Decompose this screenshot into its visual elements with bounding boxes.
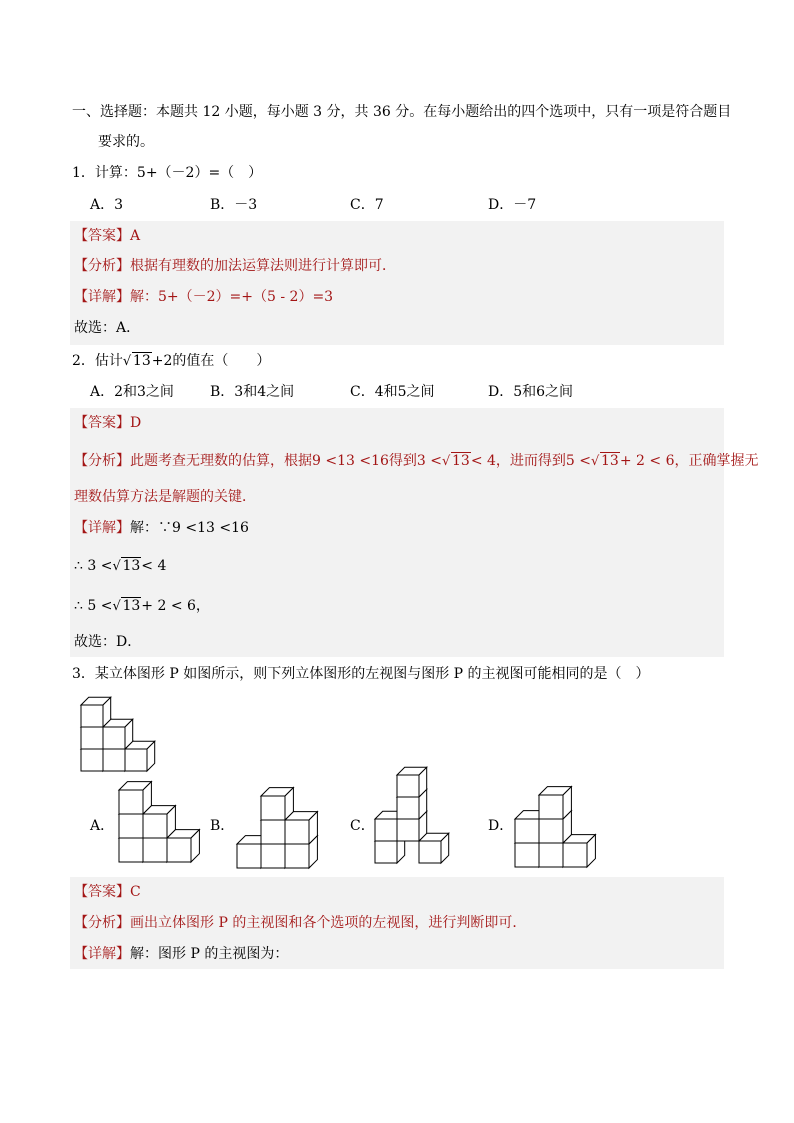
q2-option-c: C．4和5之间 <box>350 384 435 400</box>
cube-face <box>119 838 143 862</box>
q1-detail: 解：5+（－2）=+（5 - 2）=3 <box>130 289 334 305</box>
cube-face <box>261 796 285 820</box>
q2-analysis-m3-pre: 5 < <box>565 453 592 469</box>
detail-tag: 【详解】 <box>74 289 130 305</box>
q3-answer-line <box>74 882 141 902</box>
cube-face <box>261 820 285 844</box>
cube <box>81 697 111 727</box>
cube-face <box>515 819 539 843</box>
q2-analysis-m1: 9 <13 <16 <box>312 453 389 469</box>
q2-analysis-p1: 此题考查无理数的估算，根据 <box>130 453 312 469</box>
cube <box>397 767 427 797</box>
cube <box>261 788 293 820</box>
q2-analysis-m2-pre: 3 < <box>416 453 442 469</box>
cube <box>563 835 595 867</box>
cube-face <box>167 838 191 862</box>
q3-detail: 解：图形 P 的主视图为： <box>130 946 289 962</box>
q2-step1-pre: ∴ 3 < <box>74 558 113 574</box>
q1-option-b: B．－3 <box>210 197 258 213</box>
q2-analysis-m3-post: + 2 < 6 <box>619 453 675 469</box>
q2-analysis-p4: ，正确掌握无 <box>674 453 759 469</box>
cube <box>125 741 155 771</box>
q2-analysis-line1 <box>74 451 758 471</box>
detail-tag: 【详解】 <box>74 520 130 536</box>
cube-face <box>237 844 261 868</box>
q1-answer-block <box>70 221 724 345</box>
q2-option-d: D．5和6之间 <box>488 384 574 400</box>
q3-stem: 3．某立体图形 P 如图所示，则下列立体图形的左视图与图形 P 的主视图可能相同的是（ ） <box>72 666 650 682</box>
q3-option-b-figure <box>236 784 336 869</box>
cube-face <box>143 814 167 838</box>
cube <box>143 806 175 838</box>
cube-face <box>261 844 285 868</box>
cube <box>103 719 133 749</box>
q2-step1-post: < 4 <box>141 558 167 574</box>
q1-answer: A <box>130 228 141 244</box>
cube-face <box>539 795 563 819</box>
q2-detail-pre: 解：∵ <box>130 520 172 536</box>
radicand: 13 <box>452 453 470 469</box>
cube-face <box>397 819 419 841</box>
q3-option-d-figure <box>514 788 614 868</box>
q2-stem-pre: 2．估计 <box>72 353 123 369</box>
q3-option-b-label: B． <box>210 818 235 834</box>
section-heading-line2: 要求的。 <box>98 134 154 150</box>
q3-option-d-label: D． <box>488 818 514 834</box>
detail-tag: 【详解】 <box>74 946 130 962</box>
section-heading-line1: 一、选择题：本题共 12 小题，每小题 3 分，共 36 分。在每小题给出的四个选项中，只有一项是符合题目 <box>72 104 732 120</box>
q3-option-a-label: A． <box>90 818 115 834</box>
q1-analysis: 根据有理数的加法运算法则进行计算即可． <box>130 258 396 274</box>
q3-answer: C <box>130 884 141 900</box>
q2-analysis-line2: 理数估算方法是解题的关键． <box>74 489 256 505</box>
sqrt-13: √ 13 <box>112 558 141 574</box>
radicand: 13 <box>122 598 141 614</box>
q1-analysis-line <box>74 256 396 276</box>
answer-tag: 【答案】 <box>74 884 130 900</box>
q1-detail-line <box>74 287 333 307</box>
analysis-tag: 【分析】 <box>74 453 130 469</box>
cube-face <box>397 775 419 797</box>
cube <box>539 787 571 819</box>
q2-option-b: B．3和4之间 <box>210 384 295 400</box>
q2-stem-post: +2的值在（ ） <box>151 353 271 369</box>
radicand: 13 <box>122 558 141 574</box>
q2-step2-pre: ∴ 5 < <box>74 598 113 614</box>
q2-step2-post: + 2 < 6， <box>141 598 210 614</box>
q3-detail-line <box>74 944 288 964</box>
cube-face <box>397 797 419 819</box>
sqrt-13: √ 13 <box>442 453 470 469</box>
q1-choose: 故选：A． <box>74 320 141 336</box>
cube <box>119 782 151 814</box>
cube <box>285 812 317 844</box>
radicand: 13 <box>601 453 619 469</box>
q2-step1 <box>74 556 166 576</box>
radicand: 13 <box>132 353 151 369</box>
q2-stem <box>72 351 270 371</box>
cube-face <box>119 790 143 814</box>
q2-step2 <box>74 596 210 616</box>
q2-detail-line <box>74 518 249 538</box>
q2-option-a: A．2和3之间 <box>90 384 174 400</box>
cube-face <box>285 820 309 844</box>
cube-face <box>563 843 587 867</box>
answer-tag: 【答案】 <box>74 415 130 431</box>
cube <box>419 833 449 863</box>
q2-analysis-m2-post: < 4 <box>470 453 496 469</box>
cube-face <box>539 843 563 867</box>
cube-face <box>103 749 125 771</box>
q3-analysis-line <box>74 913 526 933</box>
cube-face <box>81 749 103 771</box>
sqrt-13: √ 13 <box>122 353 151 369</box>
figure-p <box>80 692 170 772</box>
q3-analysis: 画出立体图形 P 的主视图和各个选项的左视图，进行判断即可． <box>130 915 527 931</box>
q3-option-c-label: C． <box>350 818 375 834</box>
cube-face <box>375 819 397 841</box>
q1-stem: 1．计算：5+（－2）=（ ） <box>72 165 263 181</box>
cube-face <box>125 749 147 771</box>
cube-face <box>419 841 441 863</box>
q3-option-c-figure <box>374 784 464 864</box>
q2-detail-m: 9 <13 <16 <box>172 520 249 536</box>
q2-answer-line <box>74 413 141 433</box>
cube-face <box>143 838 167 862</box>
cube-face <box>539 819 563 843</box>
q2-analysis-p3: ，进而得到 <box>495 453 566 469</box>
answer-tag: 【答案】 <box>74 228 130 244</box>
cube <box>167 830 199 862</box>
q2-choose: 故选：D． <box>74 634 142 650</box>
cube-face <box>103 727 125 749</box>
sqrt-13: √ 13 <box>591 453 619 469</box>
q1-option-c: C．7 <box>350 197 384 213</box>
q2-analysis-p2: 得到 <box>388 453 417 469</box>
q1-option-a: A．3 <box>90 197 124 213</box>
sqrt-13: √ 13 <box>112 598 141 614</box>
cube-face <box>119 814 143 838</box>
cube-face <box>375 841 397 863</box>
cube-face <box>515 843 539 867</box>
analysis-tag: 【分析】 <box>74 258 130 274</box>
cube-face <box>81 705 103 727</box>
cube-face <box>81 727 103 749</box>
q1-option-d: D．－7 <box>488 197 537 213</box>
cube-face <box>285 844 309 868</box>
q2-answer: D <box>130 415 142 431</box>
q1-answer-line <box>74 226 140 246</box>
analysis-tag: 【分析】 <box>74 915 130 931</box>
q3-option-a-figure <box>118 788 218 863</box>
